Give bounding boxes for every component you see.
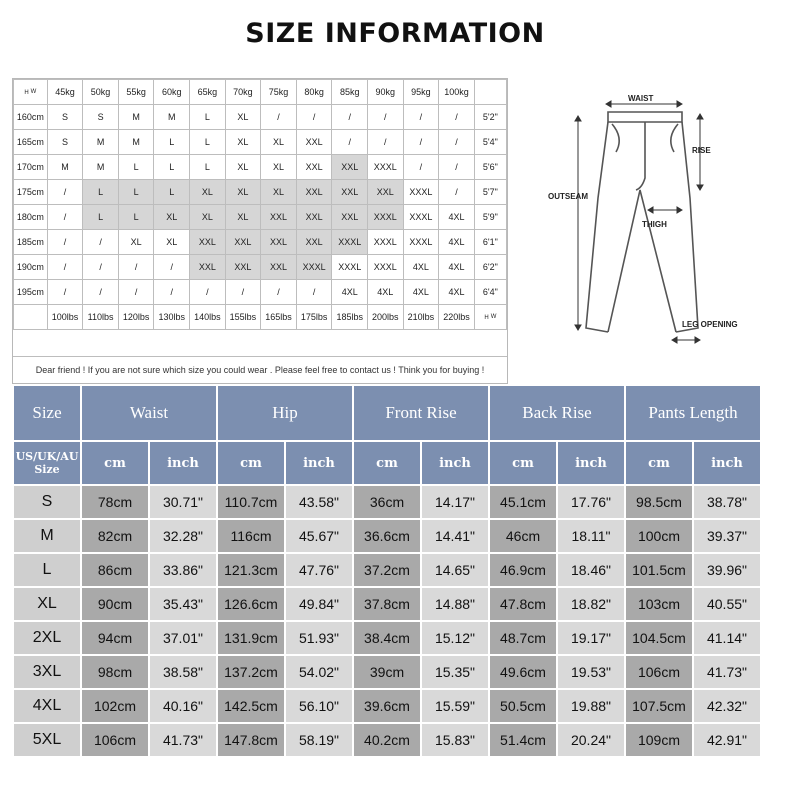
measure-inch: 30.71" xyxy=(150,486,216,518)
size-cell: / xyxy=(403,155,439,180)
measure-cm: 102cm xyxy=(82,690,148,722)
size-label: 5XL xyxy=(14,724,80,756)
size-cell: S xyxy=(47,105,83,130)
size-cell: / xyxy=(118,255,154,280)
waist-label: WAIST xyxy=(628,94,654,103)
measure-inch: 43.58" xyxy=(286,486,352,518)
size-row xyxy=(14,622,760,654)
measure-cm: 45.1cm xyxy=(490,486,556,518)
weight-kg-header: 75kg xyxy=(261,80,297,105)
measure-inch: 14.88" xyxy=(422,588,488,620)
size-cell: S xyxy=(83,105,119,130)
measure-cm: 137.2cm xyxy=(218,656,284,688)
size-row xyxy=(14,588,760,620)
size-cell: XXXL xyxy=(368,155,404,180)
size-cell: 4XL xyxy=(332,280,368,305)
measure-cm: 98cm xyxy=(82,656,148,688)
height-ft-label: 5'9" xyxy=(474,205,506,230)
weight-lbs-header: 165lbs xyxy=(261,305,297,330)
chart-corner-bottom-left xyxy=(14,305,48,330)
weight-kg-header: 55kg xyxy=(118,80,154,105)
size-cell: XXXL xyxy=(368,230,404,255)
weight-lbs-header: 175lbs xyxy=(296,305,332,330)
size-cell: XL xyxy=(190,205,226,230)
size-cell: L xyxy=(190,155,226,180)
measure-inch: 51.93" xyxy=(286,622,352,654)
measure-inch: 14.65" xyxy=(422,554,488,586)
measure-cm: 126.6cm xyxy=(218,588,284,620)
unit-cm-header: cm xyxy=(626,442,692,484)
measure-inch: 39.96" xyxy=(694,554,760,586)
weight-lbs-header: 110lbs xyxy=(83,305,119,330)
measure-cm: 98.5cm xyxy=(626,486,692,518)
measure-group-header: Back Rise xyxy=(490,386,624,440)
measure-inch: 37.01" xyxy=(150,622,216,654)
height-cm-label: 195cm xyxy=(14,280,48,305)
size-cell: / xyxy=(118,280,154,305)
measure-inch: 38.78" xyxy=(694,486,760,518)
measure-cm: 104.5cm xyxy=(626,622,692,654)
measure-inch: 40.16" xyxy=(150,690,216,722)
measure-inch: 58.19" xyxy=(286,724,352,756)
weight-kg-header: 45kg xyxy=(47,80,83,105)
pants-diagram xyxy=(512,78,788,382)
size-cell: XXL xyxy=(190,230,226,255)
size-cell: / xyxy=(403,130,439,155)
size-cell: XXXL xyxy=(368,205,404,230)
height-ft-label: 5'6" xyxy=(474,155,506,180)
weight-lbs-header: 155lbs xyxy=(225,305,261,330)
measure-inch: 33.86" xyxy=(150,554,216,586)
size-cell: L xyxy=(190,130,226,155)
measure-cm: 110.7cm xyxy=(218,486,284,518)
region-size-header: US/UK/AU Size xyxy=(14,442,80,484)
weight-kg-header: 90kg xyxy=(368,80,404,105)
size-measurement-table xyxy=(12,384,762,758)
measure-inch: 15.12" xyxy=(422,622,488,654)
size-row xyxy=(14,656,760,688)
height-cm-label: 180cm xyxy=(14,205,48,230)
size-row xyxy=(14,520,760,552)
size-cell: L xyxy=(154,155,190,180)
size-label: S xyxy=(14,486,80,518)
chart-corner-bottom xyxy=(474,305,506,330)
measure-group-header: Front Rise xyxy=(354,386,488,440)
weight-lbs-header: 100lbs xyxy=(47,305,83,330)
measure-cm: 101.5cm xyxy=(626,554,692,586)
measure-cm: 147.8cm xyxy=(218,724,284,756)
size-label: 4XL xyxy=(14,690,80,722)
size-cell: L xyxy=(118,205,154,230)
size-cell: / xyxy=(296,280,332,305)
height-weight-table xyxy=(13,79,507,330)
size-column-header: Size xyxy=(14,386,80,440)
measure-cm: 36cm xyxy=(354,486,420,518)
measure-cm: 36.6cm xyxy=(354,520,420,552)
size-cell: / xyxy=(83,230,119,255)
size-cell: / xyxy=(47,205,83,230)
size-cell: / xyxy=(368,105,404,130)
measure-cm: 49.6cm xyxy=(490,656,556,688)
height-ft-label: 5'2" xyxy=(474,105,506,130)
height-cm-label: 160cm xyxy=(14,105,48,130)
chart-corner-top xyxy=(14,80,48,105)
size-cell: XXXL xyxy=(296,255,332,280)
rise-label: RISE xyxy=(692,146,711,155)
size-row xyxy=(14,554,760,586)
weight-kg-header: 70kg xyxy=(225,80,261,105)
size-cell: XXL xyxy=(225,230,261,255)
chart-row xyxy=(14,205,507,230)
size-cell: S xyxy=(47,130,83,155)
measure-cm: 40.2cm xyxy=(354,724,420,756)
measure-cm: 78cm xyxy=(82,486,148,518)
size-cell: 4XL xyxy=(439,230,475,255)
measure-inch: 20.24" xyxy=(558,724,624,756)
size-cell: / xyxy=(261,280,297,305)
size-cell: / xyxy=(154,255,190,280)
size-cell: XXXL xyxy=(403,230,439,255)
measure-inch: 19.53" xyxy=(558,656,624,688)
size-cell: XXXL xyxy=(368,255,404,280)
chart-row xyxy=(14,130,507,155)
size-label: M xyxy=(14,520,80,552)
weight-kg-header: 95kg xyxy=(403,80,439,105)
measure-cm: 82cm xyxy=(82,520,148,552)
size-cell: XXL xyxy=(261,255,297,280)
unit-inch-header: inch xyxy=(558,442,624,484)
measure-inch: 17.76" xyxy=(558,486,624,518)
size-row xyxy=(14,690,760,722)
measure-inch: 41.73" xyxy=(694,656,760,688)
measure-cm: 131.9cm xyxy=(218,622,284,654)
size-cell: XL xyxy=(225,105,261,130)
measure-cm: 107.5cm xyxy=(626,690,692,722)
height-ft-label: 6'2" xyxy=(474,255,506,280)
size-cell: XL xyxy=(225,130,261,155)
weight-kg-header: 85kg xyxy=(332,80,368,105)
size-cell: / xyxy=(154,280,190,305)
size-cell: XL xyxy=(118,230,154,255)
measure-inch: 45.67" xyxy=(286,520,352,552)
height-cm-label: 170cm xyxy=(14,155,48,180)
measure-inch: 47.76" xyxy=(286,554,352,586)
measure-group-header: Waist xyxy=(82,386,216,440)
size-cell: XL xyxy=(225,180,261,205)
measure-inch: 40.55" xyxy=(694,588,760,620)
chart-header-row xyxy=(14,80,507,105)
size-cell: XXL xyxy=(225,255,261,280)
size-cell: / xyxy=(332,130,368,155)
size-cell: / xyxy=(83,255,119,280)
size-cell: XXL xyxy=(332,205,368,230)
size-cell: XXL xyxy=(296,130,332,155)
size-cell: M xyxy=(154,105,190,130)
chart-row xyxy=(14,105,507,130)
measure-cm: 51.4cm xyxy=(490,724,556,756)
size-cell: XXL xyxy=(296,230,332,255)
measure-cm: 116cm xyxy=(218,520,284,552)
measure-cm: 106cm xyxy=(82,724,148,756)
size-cell: 4XL xyxy=(439,255,475,280)
measure-inch: 32.28" xyxy=(150,520,216,552)
size-cell: L xyxy=(154,130,190,155)
measure-cm: 39cm xyxy=(354,656,420,688)
size-cell: / xyxy=(368,130,404,155)
measure-cm: 37.2cm xyxy=(354,554,420,586)
size-cell: XXL xyxy=(190,255,226,280)
size-cell: XXL xyxy=(332,155,368,180)
size-cell: XXXL xyxy=(403,205,439,230)
thigh-label: THIGH xyxy=(642,220,667,229)
size-cell: M xyxy=(118,130,154,155)
height-weight-chart xyxy=(12,78,508,384)
unit-cm-header: cm xyxy=(82,442,148,484)
size-cell: / xyxy=(439,155,475,180)
corner-h: H xyxy=(24,89,29,96)
size-cell: XXL xyxy=(261,205,297,230)
measure-cm: 39.6cm xyxy=(354,690,420,722)
size-cell: XXXL xyxy=(403,180,439,205)
weight-lbs-header: 220lbs xyxy=(439,305,475,330)
weight-lbs-header: 185lbs xyxy=(332,305,368,330)
unit-cm-header: cm xyxy=(490,442,556,484)
size-cell: 4XL xyxy=(403,280,439,305)
size-cell: M xyxy=(118,105,154,130)
corner-bottom-h: H xyxy=(484,314,489,321)
corner-w: W xyxy=(30,88,37,95)
size-cell: XL xyxy=(261,180,297,205)
weight-lbs-header: 130lbs xyxy=(154,305,190,330)
weight-lbs-header: 210lbs xyxy=(403,305,439,330)
pants-illustration xyxy=(512,78,788,382)
size-cell: XXL xyxy=(296,180,332,205)
measure-cm: 100cm xyxy=(626,520,692,552)
size-cell: / xyxy=(439,180,475,205)
height-cm-label: 165cm xyxy=(14,130,48,155)
size-cell: M xyxy=(47,155,83,180)
measure-inch: 18.46" xyxy=(558,554,624,586)
height-cm-label: 185cm xyxy=(14,230,48,255)
size-cell: L xyxy=(190,105,226,130)
weight-kg-header: 65kg xyxy=(190,80,226,105)
weight-kg-header: 100kg xyxy=(439,80,475,105)
measure-inch: 15.59" xyxy=(422,690,488,722)
size-cell: 4XL xyxy=(439,205,475,230)
chart-row xyxy=(14,180,507,205)
measure-inch: 54.02" xyxy=(286,656,352,688)
size-cell: XXL xyxy=(261,230,297,255)
unit-inch-header: inch xyxy=(694,442,760,484)
size-cell: XL xyxy=(225,205,261,230)
weight-lbs-header: 200lbs xyxy=(368,305,404,330)
weight-lbs-header: 140lbs xyxy=(190,305,226,330)
chart-row xyxy=(14,280,507,305)
size-cell: / xyxy=(225,280,261,305)
unit-header-row xyxy=(14,442,760,484)
weight-lbs-header: 120lbs xyxy=(118,305,154,330)
size-cell: / xyxy=(47,280,83,305)
measure-cm: 90cm xyxy=(82,588,148,620)
size-label: 2XL xyxy=(14,622,80,654)
chart-footer-row xyxy=(14,305,507,330)
unit-cm-header: cm xyxy=(354,442,420,484)
measure-inch: 41.73" xyxy=(150,724,216,756)
measure-cm: 50.5cm xyxy=(490,690,556,722)
chart-note: Dear friend ! If you are not sure which size you could wear . Please feel free to contact us ! Think you for buying ! xyxy=(13,356,507,383)
unit-inch-header: inch xyxy=(150,442,216,484)
size-cell: XL xyxy=(261,155,297,180)
measure-cm: 38.4cm xyxy=(354,622,420,654)
measure-inch: 49.84" xyxy=(286,588,352,620)
chart-row xyxy=(14,230,507,255)
measure-group-header: Hip xyxy=(218,386,352,440)
size-cell: L xyxy=(154,180,190,205)
height-ft-label: 6'4" xyxy=(474,280,506,305)
measure-cm: 103cm xyxy=(626,588,692,620)
measure-inch: 15.83" xyxy=(422,724,488,756)
size-cell: XXXL xyxy=(332,255,368,280)
measure-inch: 42.32" xyxy=(694,690,760,722)
height-cm-label: 190cm xyxy=(14,255,48,280)
measure-cm: 94cm xyxy=(82,622,148,654)
size-cell: XL xyxy=(154,230,190,255)
size-label: XL xyxy=(14,588,80,620)
size-cell: / xyxy=(439,105,475,130)
weight-kg-header: 80kg xyxy=(296,80,332,105)
chart-row xyxy=(14,255,507,280)
measure-cm: 106cm xyxy=(626,656,692,688)
height-ft-label: 6'1" xyxy=(474,230,506,255)
size-cell: L xyxy=(118,155,154,180)
measure-inch: 18.11" xyxy=(558,520,624,552)
size-cell: M xyxy=(83,155,119,180)
size-cell: 4XL xyxy=(368,280,404,305)
size-label: 3XL xyxy=(14,656,80,688)
size-cell: XL xyxy=(154,205,190,230)
size-cell: XXL xyxy=(368,180,404,205)
unit-inch-header: inch xyxy=(422,442,488,484)
height-ft-label: 5'7" xyxy=(474,180,506,205)
measure-inch: 18.82" xyxy=(558,588,624,620)
measure-group-header: Pants Length xyxy=(626,386,760,440)
size-cell: XL xyxy=(261,130,297,155)
measure-cm: 109cm xyxy=(626,724,692,756)
size-cell: L xyxy=(118,180,154,205)
size-cell: / xyxy=(439,130,475,155)
measure-inch: 56.10" xyxy=(286,690,352,722)
size-cell: XXL xyxy=(296,155,332,180)
size-cell: / xyxy=(261,105,297,130)
chart-row xyxy=(14,155,507,180)
measure-inch: 19.88" xyxy=(558,690,624,722)
weight-kg-header: 50kg xyxy=(83,80,119,105)
size-cell: 4XL xyxy=(403,255,439,280)
size-cell: L xyxy=(83,180,119,205)
size-cell: XXL xyxy=(296,205,332,230)
size-label: L xyxy=(14,554,80,586)
height-ft-label: 5'4" xyxy=(474,130,506,155)
size-cell: / xyxy=(47,230,83,255)
size-cell: XL xyxy=(190,180,226,205)
weight-kg-header: 60kg xyxy=(154,80,190,105)
height-cm-label: 175cm xyxy=(14,180,48,205)
measure-cm: 46cm xyxy=(490,520,556,552)
measure-cm: 121.3cm xyxy=(218,554,284,586)
unit-inch-header: inch xyxy=(286,442,352,484)
outseam-label: OUTSEAM xyxy=(548,192,588,201)
measure-cm: 48.7cm xyxy=(490,622,556,654)
measure-inch: 38.58" xyxy=(150,656,216,688)
size-cell: / xyxy=(296,105,332,130)
size-cell: / xyxy=(47,180,83,205)
size-cell: / xyxy=(190,280,226,305)
size-cell: / xyxy=(332,105,368,130)
size-cell: / xyxy=(47,255,83,280)
size-cell: XXXL xyxy=(332,230,368,255)
measure-cm: 86cm xyxy=(82,554,148,586)
size-row xyxy=(14,486,760,518)
measure-inch: 19.17" xyxy=(558,622,624,654)
unit-cm-header: cm xyxy=(218,442,284,484)
chart-corner-blank xyxy=(474,80,506,105)
measure-cm: 47.8cm xyxy=(490,588,556,620)
size-row xyxy=(14,724,760,756)
size-cell: XXL xyxy=(332,180,368,205)
size-cell: / xyxy=(83,280,119,305)
measure-inch: 42.91" xyxy=(694,724,760,756)
measure-inch: 35.43" xyxy=(150,588,216,620)
size-cell: M xyxy=(83,130,119,155)
measure-inch: 41.14" xyxy=(694,622,760,654)
measure-cm: 37.8cm xyxy=(354,588,420,620)
measure-inch: 39.37" xyxy=(694,520,760,552)
measure-cm: 46.9cm xyxy=(490,554,556,586)
size-cell: L xyxy=(83,205,119,230)
size-cell: / xyxy=(403,105,439,130)
size-header-row xyxy=(14,386,760,440)
measure-inch: 15.35" xyxy=(422,656,488,688)
measure-inch: 14.41" xyxy=(422,520,488,552)
page-title: SIZE INFORMATION xyxy=(245,18,545,49)
measure-cm: 142.5cm xyxy=(218,690,284,722)
leg-opening-label: LEG OPENING xyxy=(682,320,738,329)
size-cell: XL xyxy=(225,155,261,180)
measure-inch: 14.17" xyxy=(422,486,488,518)
size-cell: 4XL xyxy=(439,280,475,305)
corner-bottom-w: W xyxy=(490,313,497,320)
